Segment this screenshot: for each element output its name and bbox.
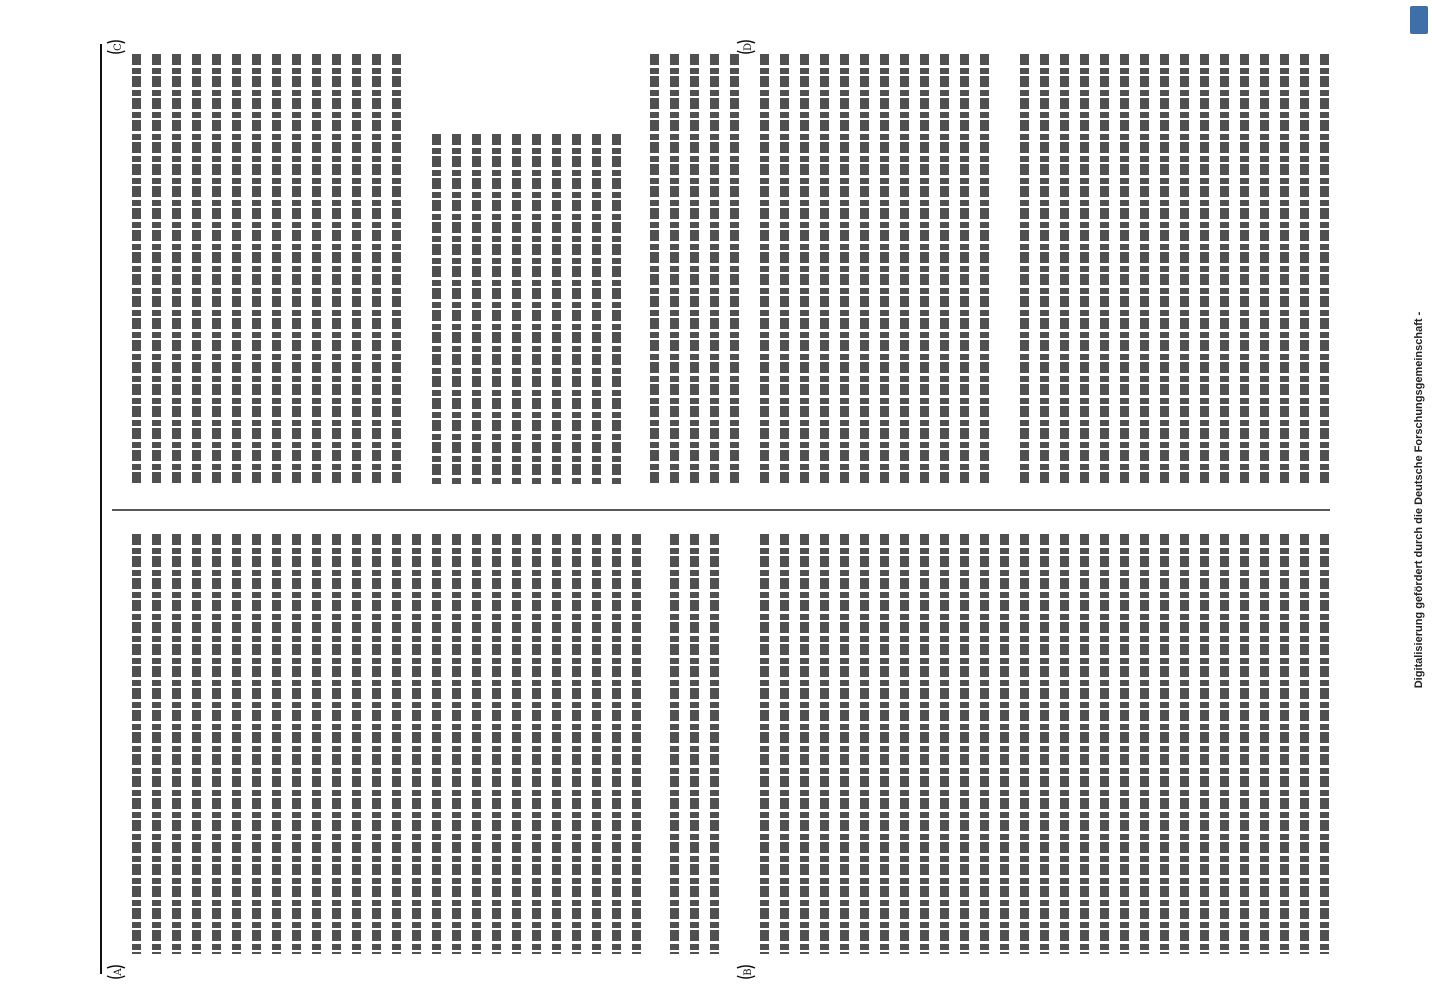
- svg-text:B: B: [743, 968, 754, 976]
- text-column-lower-1: [132, 534, 652, 954]
- svg-text:C: C: [113, 43, 124, 51]
- text-column-upper-4: [760, 54, 1000, 484]
- text-column-upper-5: [1020, 54, 1340, 484]
- digitization-strip: [1406, 0, 1432, 1000]
- scanned-page: [60, 14, 1390, 992]
- text-column-upper-2: [432, 134, 632, 484]
- svg-text:D: D: [743, 42, 754, 52]
- text-column-upper-3: [650, 54, 740, 484]
- text-column-lower-2: [670, 534, 720, 954]
- svg-text:A: A: [113, 968, 124, 976]
- text-column-upper-1: [132, 54, 412, 484]
- digitization-notice: Digitalisierung gefördert durch die Deutsche Forschungsgemeinschaft -: [1413, 311, 1425, 689]
- text-column-lower-3: [760, 534, 1340, 954]
